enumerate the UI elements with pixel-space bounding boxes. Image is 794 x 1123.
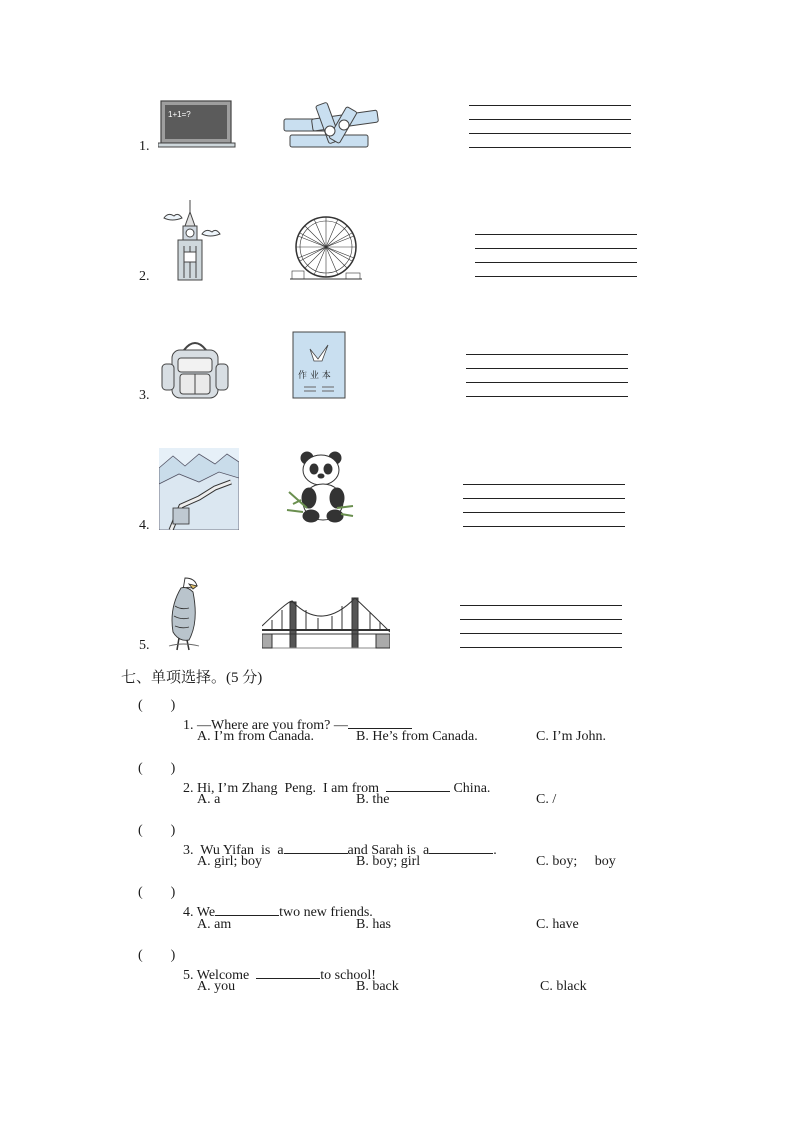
option-a[interactable]: A. you	[197, 979, 236, 994]
item-number: 4.	[139, 518, 150, 533]
option-b[interactable]: B. He’s from Canada.	[356, 729, 478, 744]
option-c[interactable]: C. black	[540, 979, 587, 994]
schoolbag-icon	[160, 340, 230, 402]
question-text: 4. We	[183, 905, 216, 920]
question-text: China.	[449, 781, 491, 796]
answer-paren[interactable]: ( )	[138, 885, 176, 900]
panda-icon	[285, 450, 355, 524]
blackboard-text: 1+1=?	[168, 110, 191, 119]
answer-paren[interactable]: ( )	[138, 823, 176, 838]
answer-paren[interactable]: ( )	[138, 698, 176, 713]
answer-blank	[348, 714, 412, 729]
option-b[interactable]: B. has	[356, 917, 391, 932]
option-b[interactable]: B. the	[356, 792, 390, 807]
question-text: two new friends.	[279, 905, 373, 920]
answer-paren[interactable]: ( )	[138, 948, 176, 963]
writing-lines	[463, 484, 625, 540]
question-text: 2. Hi, I’m Zhang Peng. I am from	[183, 781, 386, 796]
option-a[interactable]: A. a	[197, 792, 221, 807]
question-text: 1. —Where are you from? —	[183, 718, 348, 733]
eagle-icon	[165, 576, 205, 652]
exercise-book-label: 作 业 本	[298, 371, 331, 381]
item-number: 5.	[139, 638, 150, 653]
question-text: to school!	[320, 968, 376, 983]
option-c[interactable]: C. have	[536, 917, 579, 932]
question-text: 3. Wu Yifan is a	[183, 843, 284, 858]
question-text: 5. Welcome	[183, 968, 257, 983]
big-ben-icon	[158, 200, 224, 282]
question-text: and Sarah is a	[347, 843, 430, 858]
answer-blank	[215, 901, 279, 916]
writing-lines	[475, 234, 637, 290]
item-number: 1.	[139, 139, 150, 154]
option-c[interactable]: C. I’m John.	[536, 729, 606, 744]
answer-blank	[386, 777, 450, 792]
answer-blank	[256, 964, 320, 979]
option-b[interactable]: B. boy; girl	[356, 854, 421, 869]
option-c[interactable]: C. boy; boy	[536, 854, 616, 869]
ferris-wheel-icon	[288, 215, 364, 283]
question-stem	[176, 761, 490, 797]
golden-gate-bridge-icon	[262, 592, 390, 652]
exercise-book-icon	[292, 331, 346, 399]
answer-paren[interactable]: ( )	[138, 761, 176, 776]
option-a[interactable]: A. I’m from Canada.	[197, 729, 315, 744]
option-a[interactable]: A. am	[197, 917, 232, 932]
option-a[interactable]: A. girl; boy	[197, 854, 262, 869]
great-wall-icon	[159, 448, 239, 530]
question-stem	[176, 885, 373, 921]
option-b[interactable]: B. back	[356, 979, 399, 994]
answer-blank	[429, 839, 493, 854]
answer-blank	[284, 839, 348, 854]
writing-lines	[460, 605, 622, 661]
writing-lines	[466, 354, 628, 410]
item-number: 2.	[139, 269, 150, 284]
writing-lines	[469, 105, 631, 161]
chalk-icon	[282, 101, 382, 155]
option-c[interactable]: C. /	[536, 792, 557, 807]
question-text: .	[493, 843, 497, 858]
item-number: 3.	[139, 388, 150, 403]
section-title: 七、单项选择。(5 分)	[121, 670, 263, 686]
blackboard-icon	[158, 99, 236, 149]
